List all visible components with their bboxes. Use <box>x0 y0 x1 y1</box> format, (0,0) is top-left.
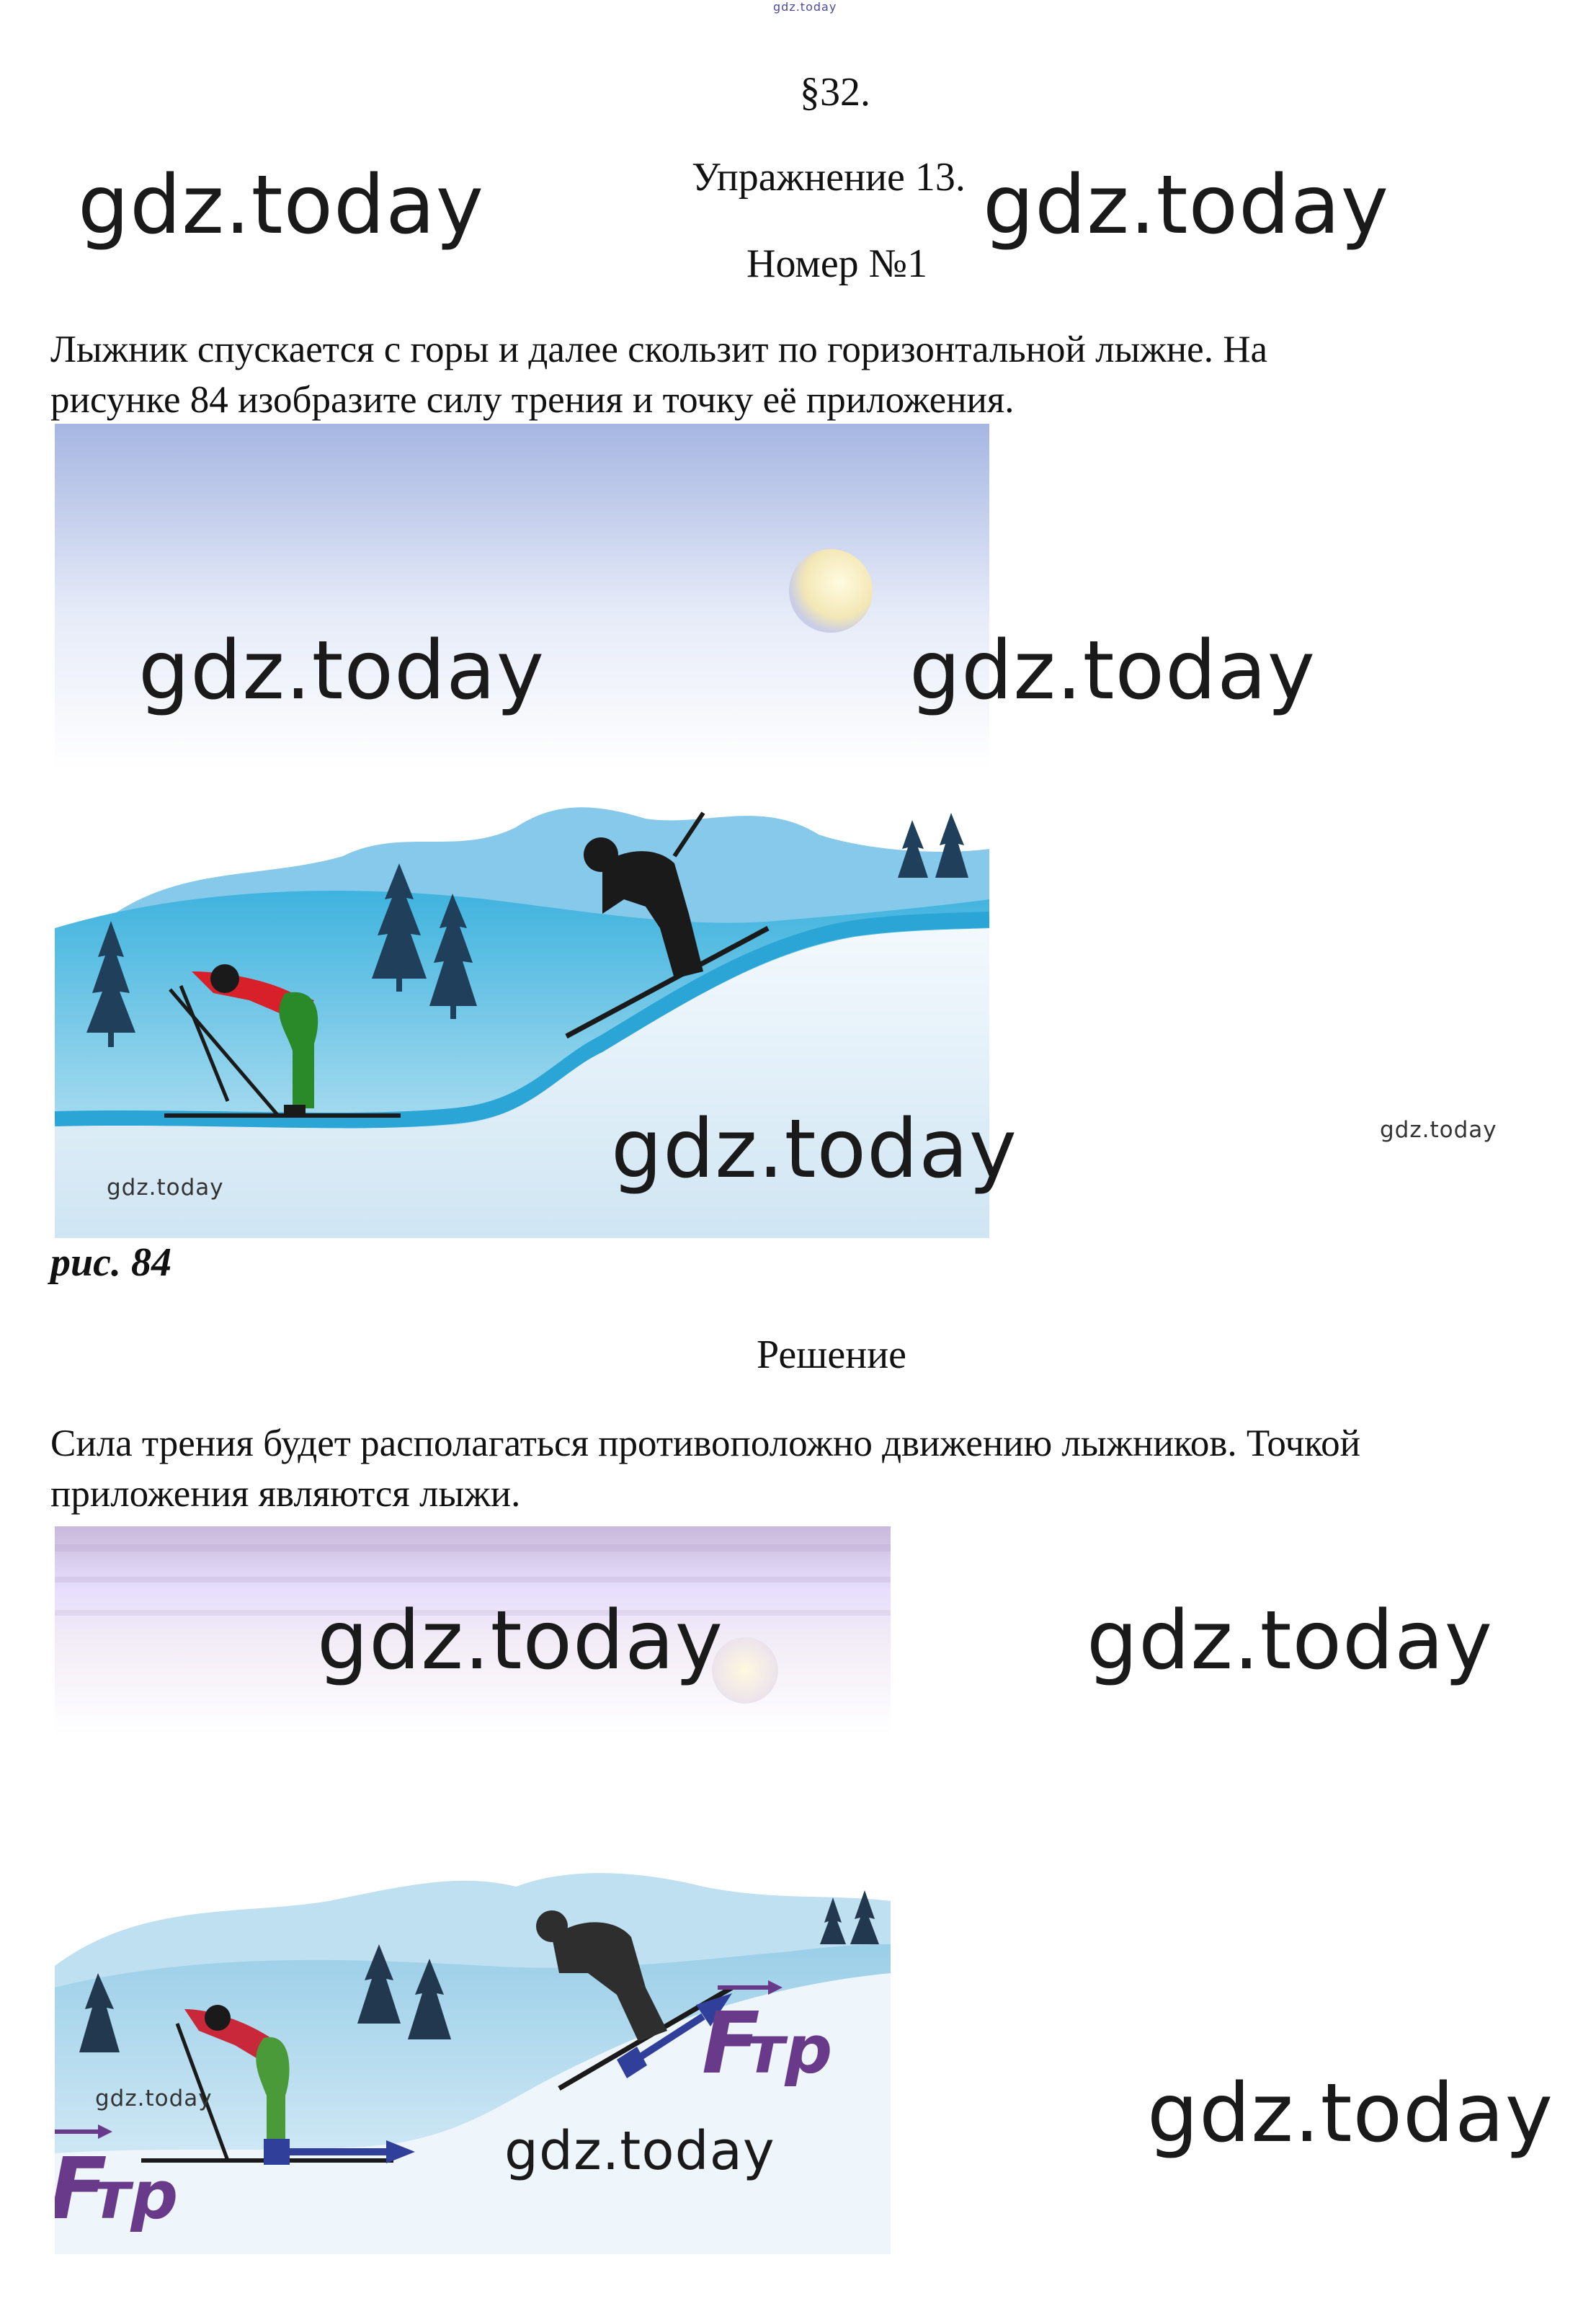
solution-heading: Решение <box>757 1332 907 1377</box>
force-label-left-sub: тр <box>92 2157 179 2234</box>
force-label-left-f: F <box>55 2139 107 2238</box>
watermark-fig2-small-left: gdz.today <box>95 2086 213 2111</box>
moon <box>789 549 873 633</box>
watermark-fig1-small-left: gdz.today <box>107 1175 224 1201</box>
problem-number: Номер №1 <box>746 241 928 286</box>
watermark-header-left: gdz.today <box>78 159 485 252</box>
task-line-1: Лыжник спускается с горы и далее скользит по горизонтальной лыжне. На <box>50 329 1267 370</box>
watermark-fig1-bottom: gdz.today <box>611 1103 1018 1196</box>
section-number: §32. <box>800 70 870 115</box>
task-text <box>50 324 1556 425</box>
watermark-fig1-left: gdz.today <box>138 624 545 718</box>
force-label-right-sub: тр <box>746 2011 833 2088</box>
watermark-fig1-small-right: gdz.today <box>1380 1117 1497 1143</box>
watermark-fig2-right: gdz.today <box>1087 1594 1494 1688</box>
watermark-fig2-bottom-center: gdz.today <box>504 2120 775 2182</box>
solution-text <box>50 1418 1556 1519</box>
task-line-2: рисунке 84 изобразите силу трения и точку её приложения. <box>50 379 1015 421</box>
exercise-title: Упражнение 13. <box>692 155 966 200</box>
solution-line-1: Сила трения будет располагаться противоположно движению лыжников. Точкой <box>50 1423 1361 1464</box>
watermark-fig2-left: gdz.today <box>317 1594 724 1688</box>
force-label-right-f: F <box>702 1993 760 2093</box>
watermark-header-right: gdz.today <box>983 159 1390 252</box>
watermark-fig2-bottom-right: gdz.today <box>1147 2067 1554 2160</box>
figure-caption: рис. 84 <box>50 1240 171 1285</box>
application-point-left <box>264 2139 290 2165</box>
solution-line-2: приложения являются лыжи. <box>50 1473 521 1515</box>
top-watermark: gdz.today <box>773 0 837 14</box>
watermark-fig1-right: gdz.today <box>909 624 1316 718</box>
